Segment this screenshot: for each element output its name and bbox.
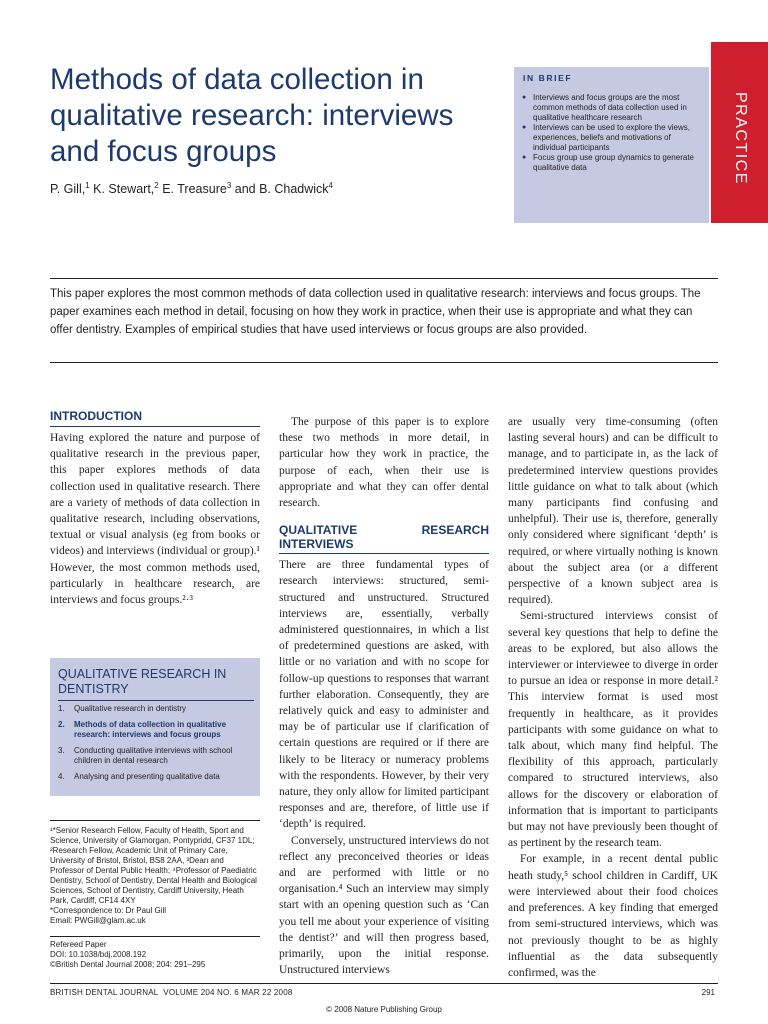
abstract-top-rule [50, 278, 718, 279]
section-tab-label: PRACTICE [732, 92, 749, 185]
body-paragraph: Semi-structured interviews consist of several key questions that help to define the areas to be explored, but also allows the interviewer or interviewee to diverge in order to pursue an idea or response in more detail.² This interview format is used most frequently in healthcare, as it provides participants with some guidance on what to talk about, which many find helpful. The flexibility of this approach, particularly compared to structured interviews, also allows for the discovery or elaboration of information that is important to participants but may not have previously been thought of as pertinent by the research team. [508, 610, 718, 850]
doi: DOI: 10.1038/bdj.2008.192 [50, 950, 147, 959]
column-2 [279, 414, 489, 979]
refereed-block [50, 940, 260, 970]
column-3 [508, 414, 718, 981]
series-item-text: Analysing and presenting qualitative data [74, 772, 220, 781]
in-brief-item: ● Interviews and focus groups are the most common methods of data collection used in qualitative healthcare research [522, 93, 706, 123]
series-box [50, 658, 260, 796]
body-paragraph: For example, in a recent dental public heath study,⁵ school children in Cardiff, UK were interviewed about their food choices and preferences. A key finding that emerged from semi-structured interviews, which was not previously thought to be as highly influential as the data subsequently confirmed, was the [508, 853, 718, 979]
in-brief-item: ● Interviews can be used to explore the views, experiences, beliefs and motivations of individual participants [522, 123, 706, 153]
footnote-rule [50, 820, 260, 821]
series-item-text: Conducting qualitative interviews with school children in dental research [74, 746, 233, 765]
abstract: This paper explores the most common methods of data collection used in qualitative research: interviews and focus groups. The paper examines each method in detail, focusing on how they work in practice, when their use is appropriate and what they can offer dentistry. Examples of empirical studies that have used interviews or focus groups are also provided. [50, 288, 701, 336]
series-title: QUALITATIVE RESEARCH IN DENTISTRY [58, 667, 227, 696]
affiliation-marker: 1 [85, 181, 90, 190]
author-list [50, 181, 490, 196]
series-item-number: 4. [58, 772, 65, 781]
affiliations-footnote: ¹*Senior Research Fellow, Faculty of Health, Sport and Science, University of Glamorgan, Pontypridd, CF37 1DL; ²Research Fellow, Academic Unit of Primary Care, University of Bristol, Bristol, BS8 2AA, ³Dean and Professor of Dental Public Health; ⁴Professor of Paediatric Dentistry, School of Dentistry, Dental Health and Biological Sciences, School of Dentistry, Cardiff University, Heath Park, Cardiff, CF14 4XY *Correspondence to: Dr Paul Gill Email: PWGill@glam.ac.uk [50, 826, 257, 925]
author-name: P. Gill, [50, 182, 86, 197]
author-name: K. Stewart, [89, 182, 155, 197]
refereed-label: Refereed Paper [50, 940, 107, 949]
introduction-paragraph: Having explored the nature and purpose of qualitative research in the previous paper, this paper explores methods of data collection used in qualitative research. There are a variety of methods of data collection in qualitative research, including observations, textual or visual analysis (eg from books or videos) and interviews (individual or group).¹ However, the most common methods used, particularly in healthcare research, are interviews and focus groups.²·³ [50, 432, 260, 607]
series-item [58, 704, 256, 714]
series-item [58, 772, 256, 782]
page-number: 291 [701, 988, 715, 997]
in-brief-item: ● Focus group use group dynamics to generate qualitative data [522, 153, 706, 173]
refereed-rule [50, 936, 260, 937]
citation: ©British Dental Journal 2008; 204: 291–295 [50, 960, 206, 969]
article-title: Methods of data collection in qualitative research: interviews and focus groups [50, 63, 454, 168]
in-brief-heading: IN BRIEF [523, 73, 573, 83]
series-item-number: 2. [58, 720, 65, 729]
affiliation-marker: 2 [154, 181, 159, 190]
footer-rule [50, 983, 718, 984]
journal-name: BRITISH DENTAL JOURNAL [50, 988, 159, 997]
series-item [58, 746, 256, 766]
body-paragraph: The purpose of this paper is to explore these two methods in more detail, in particular how they work in practice, the purpose of each, when their use is appropriate and what they can offer dental research. [279, 416, 489, 510]
issue-info: VOLUME 204 NO. 6 MAR 22 2008 [163, 988, 293, 997]
author-name: E. Treasure [158, 182, 227, 197]
series-divider [58, 700, 254, 701]
series-item-text: Qualitative research in dentistry [74, 704, 187, 713]
series-item-number: 3. [58, 746, 65, 755]
affiliation-marker: 3 [226, 181, 232, 190]
series-item-current [58, 720, 256, 740]
copyright-notice: © 2008 Nature Publishing Group [326, 1005, 442, 1014]
series-item-text: Methods of data collection in qualitative research: interviews and focus groups [74, 720, 227, 739]
in-brief-list [522, 93, 706, 173]
body-paragraph: There are three fundamental types of research interviews: structured, semi-structured and unstructured. Structured interviews are, essentially, verbally administered questionnaires, in which a list of predetermined questions are asked, with little or no variation and with no scope for follow-up questions to responses that warrant further elaboration. Consequently, they are relatively quick and easy to administer and may be of particular use if clarification of certain questions are required or if there are likely to be literacy or numeracy problems with the respondents. However, by their very nature, they only allow for limited participant responses and are, therefore, of little use if ‘depth’ is required. [279, 559, 489, 831]
section-tab [711, 42, 768, 223]
author-name: and B. Chadwick [231, 182, 329, 197]
series-list [58, 704, 256, 788]
series-item-number: 1. [58, 704, 65, 713]
running-footer [50, 988, 293, 997]
affiliation-marker: 4 [328, 181, 333, 190]
body-paragraph: are usually very time-consuming (often lasting several hours) and can be difficult to manage, and to participate in, as the lack of predetermined interview questions provides little guidance on what to talk about (which many participants find confusing and unhelpful). Their use is, therefore, generally only considered where significant ‘depth’ is required, or where virtually nothing is known about the subject area (or a different perspective of a known subject area is required). [508, 416, 718, 607]
column-1 [50, 430, 260, 608]
abstract-bottom-rule [50, 362, 718, 363]
in-brief-box [514, 67, 709, 223]
introduction-heading: INTRODUCTION [50, 409, 260, 427]
body-paragraph: Conversely, unstructured interviews do not reflect any preconceived theories or ideas and are performed with little or no organisation.⁴ Such an interview may simply start with an opening question such as ‘Can you tell me about your experience of visiting the dentist?’ and will then progress based, primarily, upon the initial response. Unstructured interviews [279, 834, 489, 977]
interviews-heading: QUALITATIVE RESEARCH INTERVIEWS [279, 523, 489, 554]
